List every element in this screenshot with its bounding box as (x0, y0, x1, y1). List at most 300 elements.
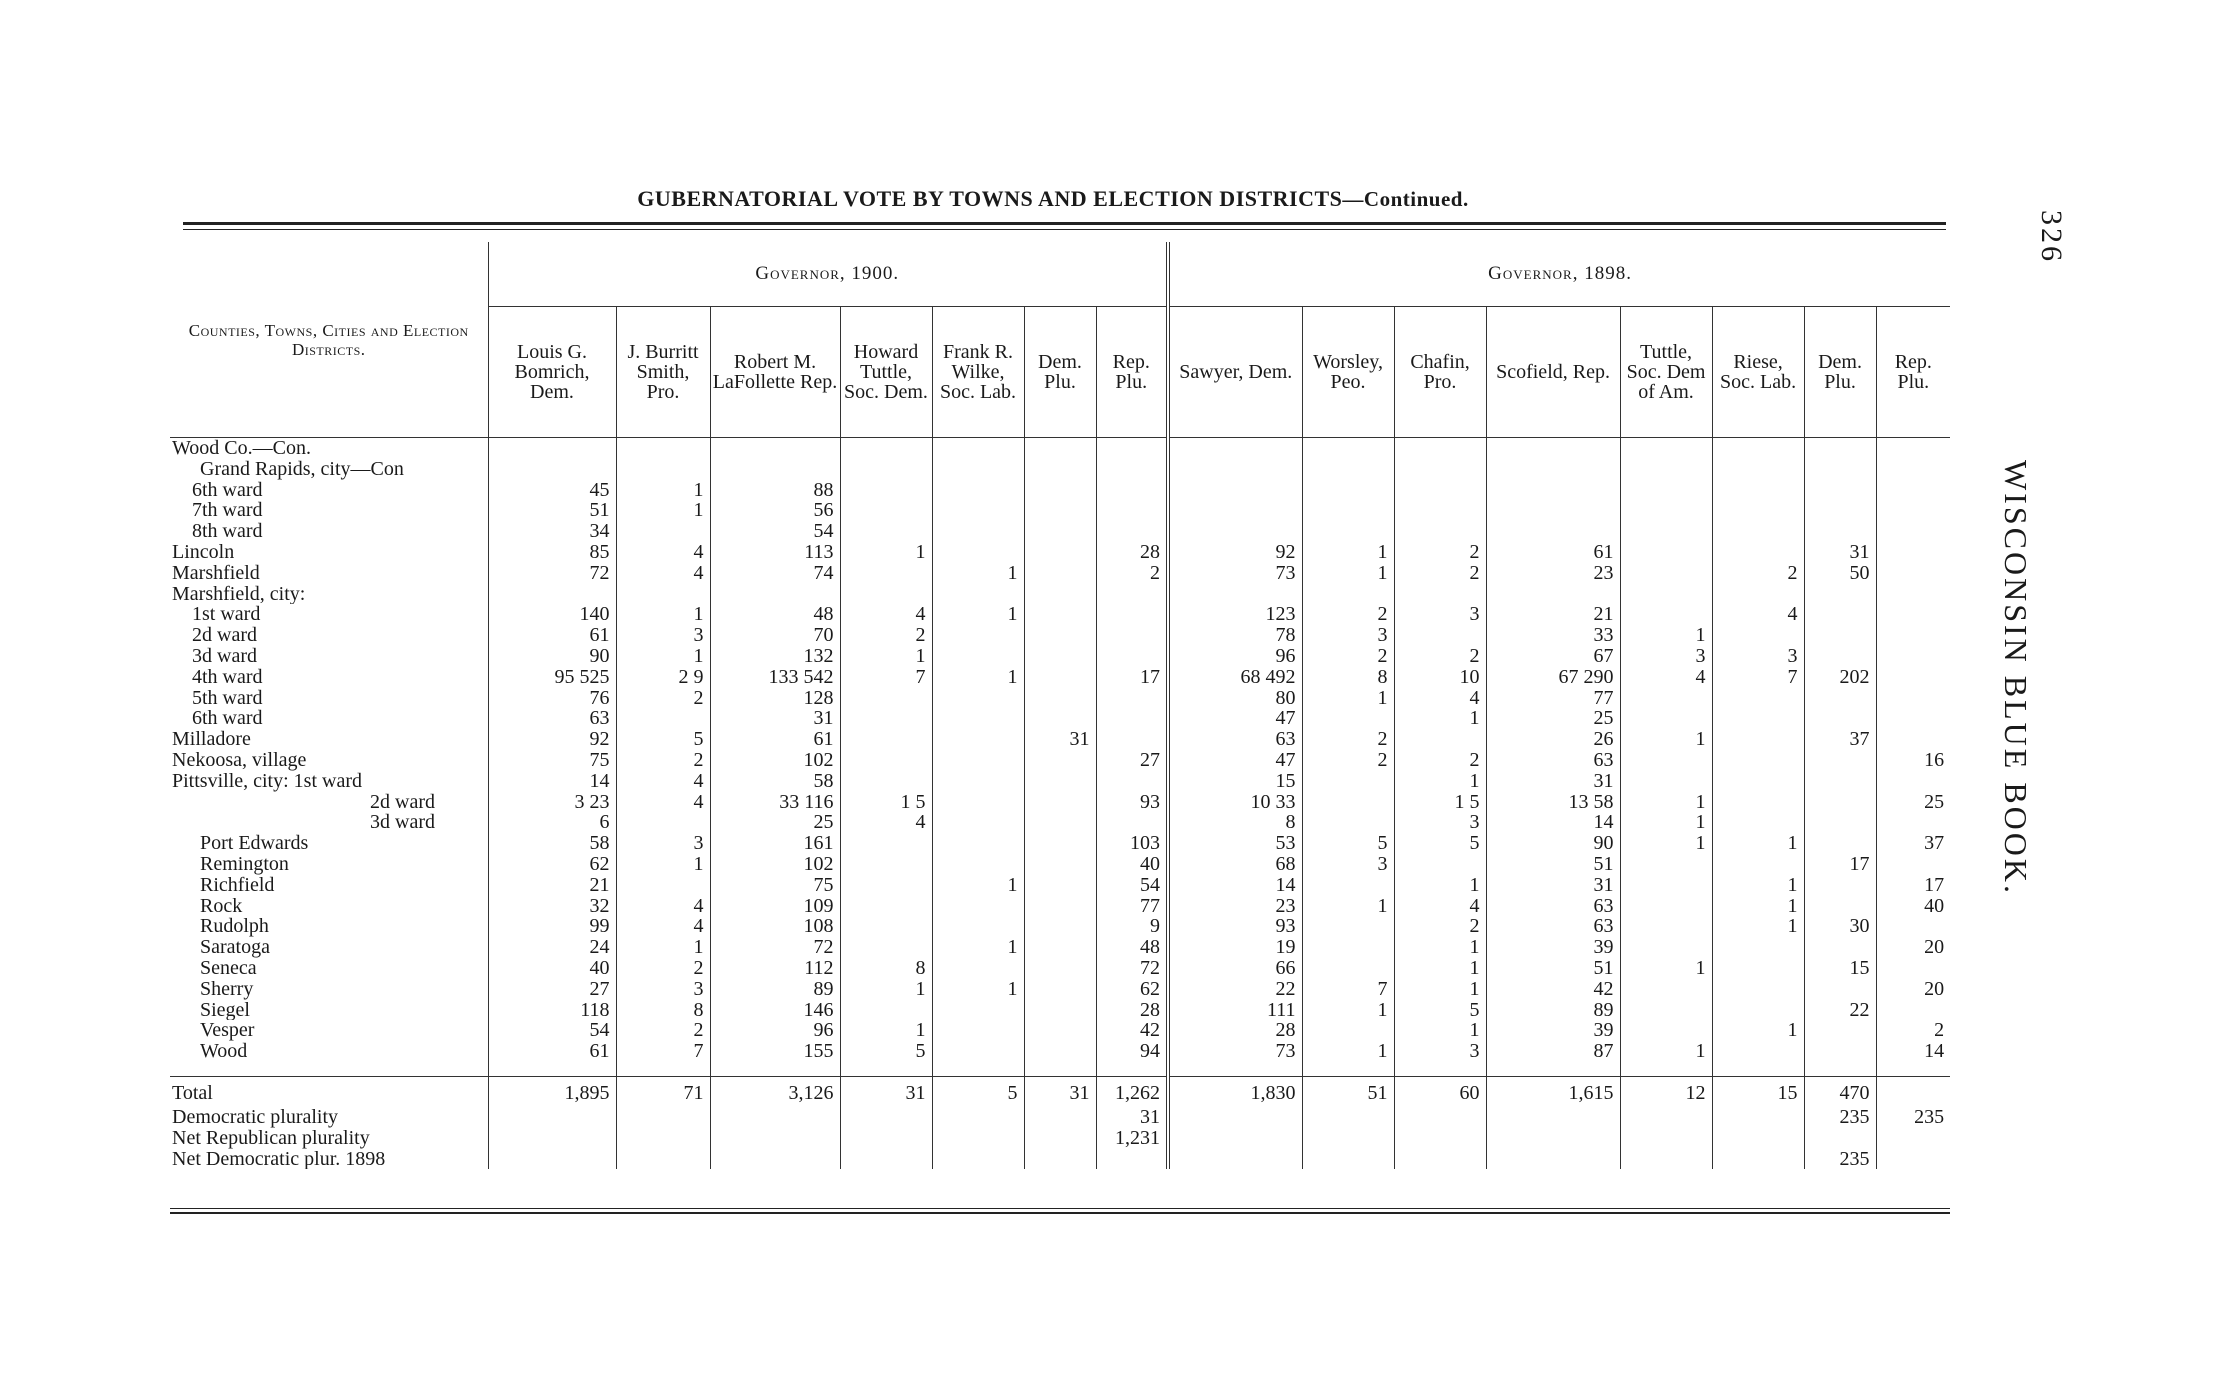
district-name: Marshfield, city: (172, 583, 306, 605)
vote-cell (1024, 646, 1096, 667)
vote-cell (1712, 729, 1804, 750)
vote-cell (616, 708, 710, 729)
vote-cell: 128 (710, 688, 840, 709)
vote-cell (1876, 1149, 1950, 1170)
vote-cell (1394, 438, 1486, 459)
vote-cell: 1,895 (488, 1076, 616, 1107)
vote-cell: 6 (488, 812, 616, 833)
vote-cell: 1,830 (1168, 1076, 1302, 1107)
vote-cell: 1 (840, 542, 932, 563)
vote-cell: 1 (1712, 875, 1804, 896)
vote-cell: 51 (1302, 1076, 1394, 1107)
table-row (170, 1107, 1950, 1128)
vote-cell (1024, 604, 1096, 625)
vote-cell: 24 (488, 937, 616, 958)
column-header: Tuttle, Soc. Dem of Am. (1620, 307, 1712, 438)
vote-cell (616, 1128, 710, 1149)
vote-cell: 19 (1168, 937, 1302, 958)
vote-cell (1486, 480, 1620, 501)
vote-cell: 5 (616, 729, 710, 750)
table-row (170, 584, 1950, 605)
vote-cell: 4 (616, 771, 710, 792)
vote-cell: 63 (488, 708, 616, 729)
vote-cell (1804, 708, 1876, 729)
district-name: Sherry (200, 978, 254, 1000)
vote-cell: 4 (1394, 896, 1486, 917)
vote-cell: 88 (710, 480, 840, 501)
vote-cell (1876, 542, 1950, 563)
vote-cell: 16 (1876, 750, 1950, 771)
vote-cell: 10 (1394, 667, 1486, 688)
vote-cell (1486, 1128, 1620, 1149)
vote-cell (1712, 521, 1804, 542)
vote-cell: 2 (1712, 563, 1804, 584)
vote-cell (932, 896, 1024, 917)
vote-cell: 75 (488, 750, 616, 771)
vote-cell (1486, 1107, 1620, 1128)
vote-cell (1876, 729, 1950, 750)
vote-cell: 51 (1486, 854, 1620, 875)
vote-cell (1876, 521, 1950, 542)
vote-cell: 31 (710, 708, 840, 729)
vote-cell (1876, 438, 1950, 459)
vote-cell (1712, 812, 1804, 833)
column-header: Dem. Plu. (1024, 307, 1096, 438)
vote-cell: 235 (1876, 1107, 1950, 1128)
vote-cell (1168, 1107, 1302, 1128)
vote-cell (932, 771, 1024, 792)
vote-cell: 1 (1302, 1000, 1394, 1021)
vote-cell: 47 (1168, 708, 1302, 729)
vote-cell (1486, 1149, 1620, 1170)
vote-cell: 63 (1168, 729, 1302, 750)
vote-cell: 2 (840, 625, 932, 646)
vote-cell: 1,231 (1096, 1128, 1168, 1149)
vote-cell: 1 (1302, 688, 1394, 709)
vote-cell: 1 (1302, 542, 1394, 563)
vote-cell (1620, 480, 1712, 501)
vote-cell (1712, 438, 1804, 459)
district-name: Vesper (200, 1020, 255, 1042)
vote-cell: 155 (710, 1041, 840, 1062)
vote-cell (1302, 1128, 1394, 1149)
vote-cell (1876, 625, 1950, 646)
table-row (170, 667, 1950, 688)
vote-cell: 4 (616, 792, 710, 813)
table-row (170, 1076, 1950, 1107)
vote-cell (1712, 688, 1804, 709)
spacer-cell (1486, 1062, 1620, 1077)
vote-cell: 17 (1876, 875, 1950, 896)
vote-cell: 9 (1096, 916, 1168, 937)
vote-cell (1302, 438, 1394, 459)
vote-cell: 54 (710, 521, 840, 542)
vote-cell (1486, 500, 1620, 521)
vote-cell: 1 (840, 1020, 932, 1041)
table-row (170, 916, 1950, 937)
vote-cell: 13 58 (1486, 792, 1620, 813)
vote-cell: 58 (710, 771, 840, 792)
district-name: 2d ward (370, 791, 435, 813)
vote-cell: 42 (1486, 979, 1620, 1000)
vote-cell: 61 (488, 625, 616, 646)
vote-cell: 4 (840, 812, 932, 833)
vote-cell: 1 (840, 979, 932, 1000)
vote-cell: 53 (1168, 833, 1302, 854)
table-row (170, 729, 1950, 750)
vote-cell: 1 (1394, 875, 1486, 896)
vote-cell (1712, 480, 1804, 501)
vote-cell (1168, 584, 1302, 605)
vote-cell: 17 (1804, 854, 1876, 875)
vote-cell: 73 (1168, 1041, 1302, 1062)
vote-cell (1712, 854, 1804, 875)
vote-cell (1876, 480, 1950, 501)
vote-cell: 2 (1394, 646, 1486, 667)
vote-cell: 2 (1394, 563, 1486, 584)
vote-cell (1024, 625, 1096, 646)
vote-cell (1804, 937, 1876, 958)
vote-cell (1024, 1000, 1096, 1021)
vote-cell: 37 (1876, 833, 1950, 854)
vote-cell: 77 (1096, 896, 1168, 917)
vote-cell (1302, 937, 1394, 958)
column-header: Worsley, Peo. (1302, 307, 1394, 438)
vote-cell: 1 (616, 854, 710, 875)
vote-cell: 99 (488, 916, 616, 937)
vote-cell (932, 729, 1024, 750)
vote-cell (1096, 688, 1168, 709)
vote-cell: 21 (1486, 604, 1620, 625)
vote-cell: 1 (1620, 833, 1712, 854)
vote-cell: 17 (1096, 667, 1168, 688)
district-name: 8th ward (192, 521, 263, 542)
vote-cell: 1 (1712, 916, 1804, 937)
vote-cell (932, 958, 1024, 979)
vote-cell (840, 771, 932, 792)
vote-cell: 71 (616, 1076, 710, 1107)
vote-cell (1096, 625, 1168, 646)
vote-cell: 2 (1394, 542, 1486, 563)
vote-cell: 48 (1096, 937, 1168, 958)
table-row (170, 854, 1950, 875)
vote-cell (932, 1000, 1024, 1021)
district-name: Total (170, 1076, 488, 1107)
district-name: 3d ward (370, 812, 435, 834)
vote-cell: 7 (1712, 667, 1804, 688)
vote-cell: 51 (488, 500, 616, 521)
vote-cell: 92 (1168, 542, 1302, 563)
spacer-cell (1620, 1062, 1712, 1077)
vote-cell (488, 438, 616, 459)
district-name: Remington (200, 853, 289, 875)
vote-cell: 58 (488, 833, 616, 854)
vote-cell: 90 (488, 646, 616, 667)
vote-cell: 161 (710, 833, 840, 854)
vote-cell: 1 (616, 646, 710, 667)
vote-cell: 72 (710, 937, 840, 958)
vote-cell: 96 (1168, 646, 1302, 667)
vote-cell (710, 584, 840, 605)
vote-cell (932, 792, 1024, 813)
vote-cell (932, 1041, 1024, 1062)
vote-cell (1024, 1128, 1096, 1149)
vote-cell (932, 459, 1024, 480)
vote-cell (1394, 1149, 1486, 1170)
vote-cell: 109 (710, 896, 840, 917)
vote-cell (840, 896, 932, 917)
vote-cell (1096, 771, 1168, 792)
vote-cell: 5 (1302, 833, 1394, 854)
vote-cell: 89 (1486, 1000, 1620, 1021)
table-row (170, 937, 1950, 958)
table-row (170, 459, 1950, 480)
vote-cell (1620, 937, 1712, 958)
table-row (170, 646, 1950, 667)
vote-cell (1876, 771, 1950, 792)
vote-cell: 40 (488, 958, 616, 979)
district-name: Lincoln (172, 541, 235, 563)
vote-cell (932, 521, 1024, 542)
vote-cell (840, 438, 932, 459)
district-name: Nekoosa, village (172, 749, 307, 771)
table-row (170, 875, 1950, 896)
vote-cell: 40 (1096, 854, 1168, 875)
vote-cell: 15 (1712, 1076, 1804, 1107)
vote-cell: 72 (488, 563, 616, 584)
vote-cell (932, 500, 1024, 521)
vote-cell: 89 (710, 979, 840, 1000)
vote-cell: 28 (1096, 1000, 1168, 1021)
spacer-cell (840, 1062, 932, 1077)
vote-cell: 21 (488, 875, 616, 896)
vote-cell: 45 (488, 480, 616, 501)
governor-1900-header: Governor, 1900. (488, 242, 1168, 307)
district-name: Richfield (200, 874, 275, 896)
vote-cell (488, 1149, 616, 1170)
vote-cell (1302, 771, 1394, 792)
vote-cell (1620, 875, 1712, 896)
vote-cell (1096, 521, 1168, 542)
vote-cell (1804, 500, 1876, 521)
vote-cell (840, 459, 932, 480)
vote-cell: 20 (1876, 937, 1950, 958)
vote-cell: 42 (1096, 1020, 1168, 1041)
vote-cell (1620, 979, 1712, 1000)
vote-cell: 2 (1302, 750, 1394, 771)
district-name: 5th ward (192, 687, 263, 709)
column-header: Riese, Soc. Lab. (1712, 307, 1804, 438)
vote-cell (616, 438, 710, 459)
vote-cell (1024, 438, 1096, 459)
vote-cell (1712, 958, 1804, 979)
vote-cell (840, 708, 932, 729)
spacer-cell (1394, 1062, 1486, 1077)
vote-cell (1168, 1149, 1302, 1170)
district-name: 2d ward (192, 625, 257, 646)
vote-cell (1486, 584, 1620, 605)
vote-cell: 1 (1394, 937, 1486, 958)
vote-cell (932, 688, 1024, 709)
vote-cell (1168, 480, 1302, 501)
vote-cell: 93 (1096, 792, 1168, 813)
vote-cell (1712, 1107, 1804, 1128)
vote-cell (1486, 438, 1620, 459)
vote-cell (1024, 480, 1096, 501)
vote-cell (1096, 604, 1168, 625)
vote-cell: 4 (616, 563, 710, 584)
vote-cell (932, 438, 1024, 459)
vote-cell: 27 (488, 979, 616, 1000)
vote-cell: 3 (616, 833, 710, 854)
vote-cell (1712, 500, 1804, 521)
vote-cell: 2 (1302, 729, 1394, 750)
vote-cell (1096, 438, 1168, 459)
vote-cell (1620, 563, 1712, 584)
vote-cell (1620, 854, 1712, 875)
vote-cell: 4 (1394, 688, 1486, 709)
vote-cell: 4 (616, 542, 710, 563)
vote-cell: 1 (1712, 833, 1804, 854)
vote-cell (1024, 500, 1096, 521)
vote-cell (1024, 1107, 1096, 1128)
district-name: 4th ward (192, 666, 263, 688)
vote-cell: 146 (710, 1000, 840, 1021)
vote-cell (1394, 625, 1486, 646)
vote-cell (1302, 916, 1394, 937)
vote-cell (1712, 584, 1804, 605)
vote-cell: 78 (1168, 625, 1302, 646)
district-name: Seneca (200, 957, 257, 979)
spacer-cell (1876, 1062, 1950, 1077)
vote-cell (840, 688, 932, 709)
vote-cell (1024, 563, 1096, 584)
vote-cell (932, 854, 1024, 875)
vote-cell: 2 (616, 1020, 710, 1041)
vote-cell (1876, 1000, 1950, 1021)
vote-cell: 27 (1096, 750, 1168, 771)
vote-cell (1096, 812, 1168, 833)
district-name: Rudolph (200, 916, 269, 938)
vote-cell: 8 (1302, 667, 1394, 688)
vote-cell: 22 (1168, 979, 1302, 1000)
vote-cell: 1,615 (1486, 1076, 1620, 1107)
vote-cell (932, 812, 1024, 833)
vote-cell: 1 (1302, 896, 1394, 917)
vote-cell: 3 (1394, 812, 1486, 833)
vote-cell: 235 (1804, 1107, 1876, 1128)
vote-cell: 61 (710, 729, 840, 750)
spacer-row (170, 1062, 1950, 1077)
table-row (170, 500, 1950, 521)
spacer-cell (1024, 1062, 1096, 1077)
vote-cell (932, 916, 1024, 937)
vote-cell (1096, 646, 1168, 667)
table-row (170, 958, 1950, 979)
vote-cell (840, 1000, 932, 1021)
vote-cell: 40 (1876, 896, 1950, 917)
district-name: Grand Rapids, city—Con (200, 458, 404, 480)
vote-cell (1876, 604, 1950, 625)
vote-cell (1712, 792, 1804, 813)
vote-cell: 39 (1486, 1020, 1620, 1041)
vote-cell (1394, 854, 1486, 875)
vote-cell (1620, 896, 1712, 917)
vote-cell (616, 875, 710, 896)
vote-cell: 31 (840, 1076, 932, 1107)
district-name: 6th ward (192, 708, 263, 730)
vote-cell: 7 (1302, 979, 1394, 1000)
vote-cell (932, 708, 1024, 729)
vote-cell (1620, 1000, 1712, 1021)
vote-cell: 8 (1168, 812, 1302, 833)
vote-cell (1024, 1149, 1096, 1170)
vote-cell: 3 (1302, 625, 1394, 646)
vote-cell: 95 525 (488, 667, 616, 688)
vote-cell: 14 (1876, 1041, 1950, 1062)
vote-cell (1804, 833, 1876, 854)
vote-cell (710, 1128, 840, 1149)
vote-cell (840, 1149, 932, 1170)
vote-cell (1024, 792, 1096, 813)
vote-cell (1302, 958, 1394, 979)
district-name: Wood (200, 1041, 248, 1062)
page-title (160, 186, 1946, 212)
vote-cell (840, 854, 932, 875)
vote-cell (1804, 1020, 1876, 1041)
vote-cell (932, 833, 1024, 854)
vote-cell: 102 (710, 854, 840, 875)
vote-cell (932, 1149, 1024, 1170)
vote-cell: 1 (1620, 729, 1712, 750)
vote-cell: 1 (1712, 1020, 1804, 1041)
vote-cell: 4 (1620, 667, 1712, 688)
vote-cell: 33 116 (710, 792, 840, 813)
vote-cell (1024, 1020, 1096, 1041)
vote-cell: 76 (488, 688, 616, 709)
vote-cell: 112 (710, 958, 840, 979)
vote-cell (840, 563, 932, 584)
vote-cell: 30 (1804, 916, 1876, 937)
vote-cell (932, 646, 1024, 667)
table-row (170, 792, 1950, 813)
vote-cell: 4 (616, 916, 710, 937)
vote-cell (1096, 584, 1168, 605)
vote-cell (1302, 1149, 1394, 1170)
vote-cell: 1 (932, 563, 1024, 584)
vote-cell: 5 (840, 1041, 932, 1062)
vote-cell (840, 1128, 932, 1149)
vote-cell: 73 (1168, 563, 1302, 584)
vote-cell: 1 (616, 604, 710, 625)
vote-cell: 1 (1620, 812, 1712, 833)
vote-cell: 23 (1486, 563, 1620, 584)
vote-cell: 3 (1394, 604, 1486, 625)
vote-cell (932, 750, 1024, 771)
vote-cell (840, 875, 932, 896)
vote-cell: 1 (932, 604, 1024, 625)
table-row (170, 563, 1950, 584)
vote-cell: 50 (1804, 563, 1876, 584)
vote-cell (932, 584, 1024, 605)
vote-cell: 74 (710, 563, 840, 584)
title-suffix: —Continued. (1342, 187, 1469, 211)
vote-cell (1620, 584, 1712, 605)
vote-cell (1876, 854, 1950, 875)
vote-cell: 3 (1712, 646, 1804, 667)
table-row (170, 833, 1950, 854)
vote-cell (1096, 459, 1168, 480)
